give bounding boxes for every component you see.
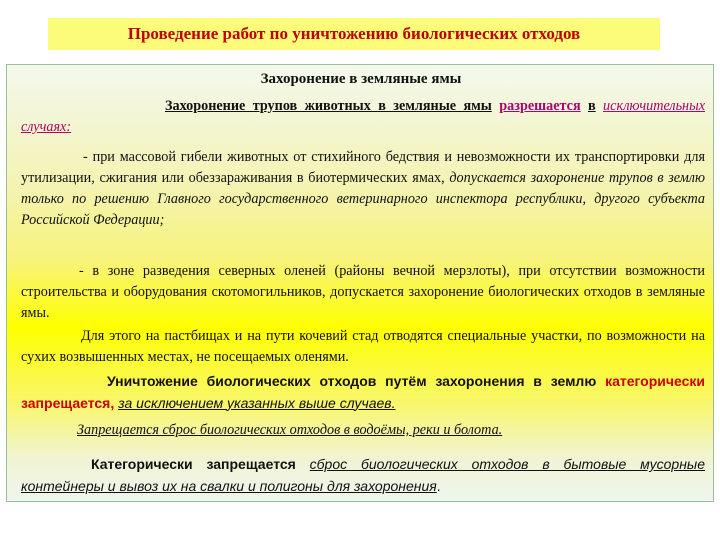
- pastures-paragraph: [21, 326, 705, 368]
- water-prohibition: [77, 420, 697, 442]
- final-text: сброс биологических отходов в бытовые мусорные контейнеры и вывоз их на свалки и полигоны для захоронения: [21, 456, 705, 494]
- bullet-reindeer: [21, 261, 705, 324]
- intro-exceptional: исключительных случаях:: [21, 98, 705, 135]
- intro-paragraph: [21, 96, 705, 138]
- final-period: .: [436, 477, 441, 494]
- section-heading: Захоронение в земляные ямы: [260, 71, 462, 87]
- destruction-bold: Уничтожение биологических отходов путём захоронения в землю: [107, 373, 597, 389]
- content-panel: [6, 64, 714, 502]
- bullet-reindeer-text: - в зоне разведения северных оленей (районы вечной мерзлоты), при отсутствии возможности строительства и оборудования скотомогильников, допускается захоронение биологических отходов в земляные ямы.: [21, 263, 705, 321]
- bullet-mass-death: [21, 147, 705, 231]
- destruction-paragraph: [21, 371, 705, 414]
- intro-allowed: разрешается: [499, 98, 581, 114]
- destruction-prohibited: категорически запрещается,: [21, 373, 706, 411]
- final-bold: Категорически запрещается: [91, 456, 296, 472]
- pastures-text: Для этого на пастбищах и на пути кочевий стад отводятся специальные участки, по возможности на сухих возвышенных местах, не посещаемых оленями.: [21, 328, 705, 365]
- intro-in: в: [588, 98, 596, 114]
- bullet-mass-death-lead: - при массовой гибели животных от стихийного бедствия и невозможности их транспортировки для утилизации, сжигания или обеззараживания в биотермических ямах,: [21, 149, 705, 186]
- bullet-mass-death-tail: допускается захоронение трупов в землю только по решению Главного государственного ветеринарного инспектора республики, другого субъекта Российской Федерации;: [21, 170, 705, 228]
- intro-text: Захоронение трупов животных в земляные ямы: [165, 98, 492, 114]
- title-bar: [48, 18, 660, 50]
- destruction-exception: за исключением указанных выше случаев.: [118, 394, 396, 411]
- final-paragraph: [21, 454, 705, 497]
- slide-title: Проведение работ по уничтожению биологических отходов: [127, 24, 581, 43]
- water-prohibition-text: Запрещается сброс биологических отходов в водоёмы, реки и болота.: [77, 422, 503, 438]
